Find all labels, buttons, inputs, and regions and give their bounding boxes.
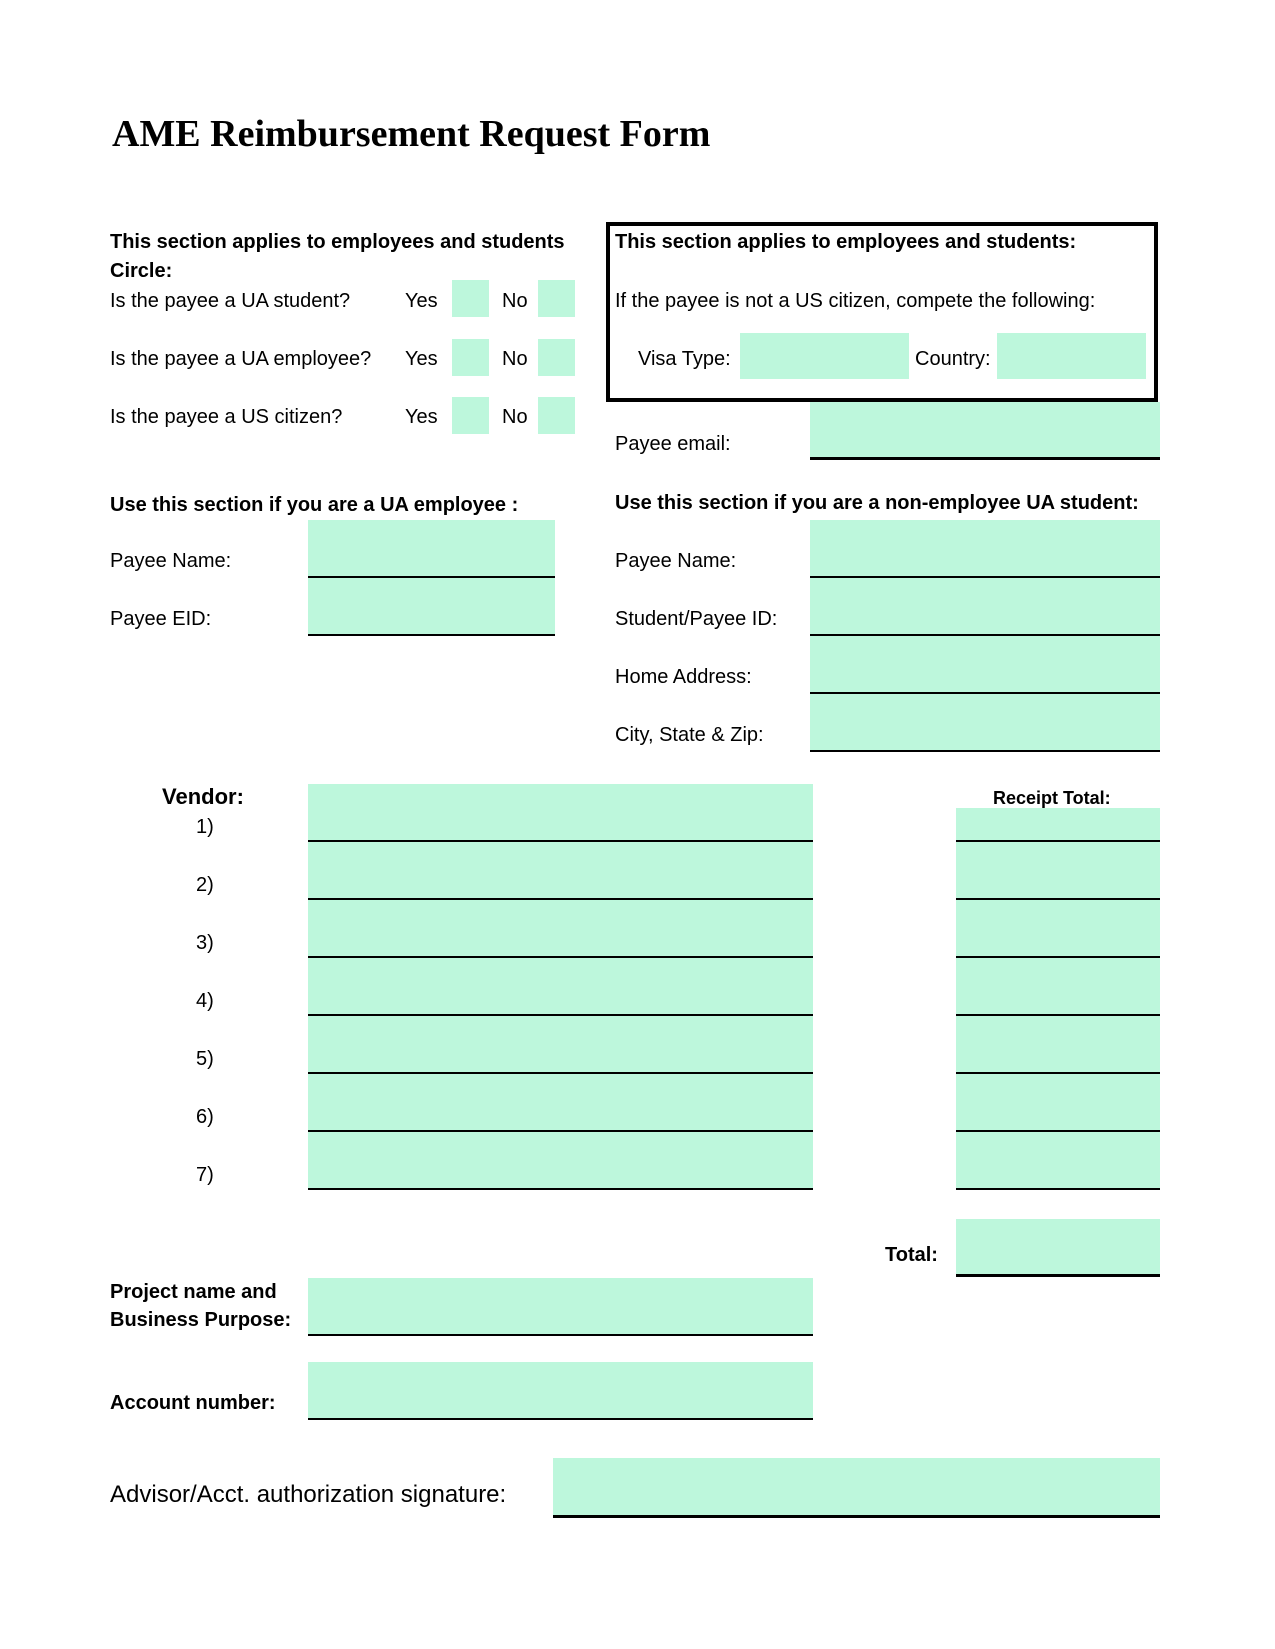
student-payee-name-field[interactable] [810, 520, 1160, 578]
project-label-line1: Project name and [110, 1281, 277, 1303]
student-section-heading: Use this section if you are a non-employee UA student: [615, 492, 1139, 514]
vendor-row-number: 1) [196, 816, 214, 838]
receipt-total-heading: Receipt Total: [993, 788, 1111, 808]
vendor-row-number: 6) [196, 1106, 214, 1128]
yes-label: Yes [405, 406, 438, 428]
country-field[interactable] [997, 333, 1146, 379]
vendor-field-4[interactable] [308, 958, 813, 1016]
yes-label: Yes [405, 290, 438, 312]
vendor-field-7[interactable] [308, 1132, 813, 1190]
receipt-total-field-1[interactable] [956, 808, 1160, 842]
page-title: AME Reimbursement Request Form [112, 113, 711, 155]
no-label: No [502, 406, 528, 428]
question-us-citizen: Is the payee a US citizen? [110, 406, 343, 428]
non-citizen-section-heading: This section applies to employees and students: [615, 231, 1077, 253]
receipt-total-field-5[interactable] [956, 1016, 1160, 1074]
receipt-total-field-7[interactable] [956, 1132, 1160, 1190]
payee-eid-label: Payee EID: [110, 608, 212, 630]
circle-label: Circle: [110, 260, 173, 282]
vendor-row-number: 3) [196, 932, 214, 954]
ua-employee-yes-box[interactable] [452, 339, 489, 376]
signature-field[interactable] [553, 1458, 1160, 1518]
city-state-zip-label: City, State & Zip: [615, 724, 764, 746]
student-id-label: Student/Payee ID: [615, 608, 778, 630]
ua-employee-no-box[interactable] [538, 339, 575, 376]
account-number-label: Account number: [110, 1392, 276, 1414]
vendor-row-number: 5) [196, 1048, 214, 1070]
total-field[interactable] [956, 1219, 1160, 1277]
home-address-field[interactable] [810, 636, 1160, 694]
receipt-total-field-4[interactable] [956, 958, 1160, 1016]
status-section-heading: This section applies to employees and students [110, 231, 565, 253]
vendor-row-number: 2) [196, 874, 214, 896]
vendor-field-1[interactable] [308, 784, 813, 842]
us-citizen-no-box[interactable] [538, 397, 575, 434]
city-state-zip-field[interactable] [810, 694, 1160, 752]
visa-type-label: Visa Type: [638, 348, 731, 370]
vendor-row-number: 7) [196, 1164, 214, 1186]
us-citizen-yes-box[interactable] [452, 397, 489, 434]
question-ua-employee: Is the payee a UA employee? [110, 348, 372, 370]
employee-section-heading: Use this section if you are a UA employee : [110, 494, 519, 516]
question-ua-student: Is the payee a UA student? [110, 290, 351, 312]
no-label: No [502, 290, 528, 312]
student-id-field[interactable] [810, 578, 1160, 636]
yes-label: Yes [405, 348, 438, 370]
signature-label: Advisor/Acct. authorization signature: [110, 1481, 507, 1508]
vendor-field-6[interactable] [308, 1074, 813, 1132]
student-payee-name-label: Payee Name: [615, 550, 737, 572]
payee-email-label: Payee email: [615, 433, 731, 455]
project-label-line2: Business Purpose: [110, 1309, 292, 1331]
employee-payee-name-label: Payee Name: [110, 550, 232, 572]
ua-student-yes-box[interactable] [452, 280, 489, 317]
vendor-field-5[interactable] [308, 1016, 813, 1074]
ua-student-no-box[interactable] [538, 280, 575, 317]
country-label: Country: [915, 348, 991, 370]
employee-payee-name-field[interactable] [308, 520, 555, 578]
home-address-label: Home Address: [615, 666, 752, 688]
project-purpose-field[interactable] [308, 1278, 813, 1336]
vendor-field-3[interactable] [308, 900, 813, 958]
non-citizen-instruction: If the payee is not a US citizen, compete the following: [615, 290, 1096, 312]
payee-eid-field[interactable] [308, 578, 555, 636]
visa-type-field[interactable] [740, 333, 909, 379]
receipt-total-field-6[interactable] [956, 1074, 1160, 1132]
receipt-total-field-2[interactable] [956, 842, 1160, 900]
vendor-row-number: 4) [196, 990, 214, 1012]
account-number-field[interactable] [308, 1362, 813, 1420]
payee-email-field[interactable] [810, 402, 1160, 460]
receipt-total-field-3[interactable] [956, 900, 1160, 958]
no-label: No [502, 348, 528, 370]
total-label: Total: [885, 1244, 938, 1266]
vendor-field-2[interactable] [308, 842, 813, 900]
vendor-heading: Vendor: [162, 784, 244, 809]
